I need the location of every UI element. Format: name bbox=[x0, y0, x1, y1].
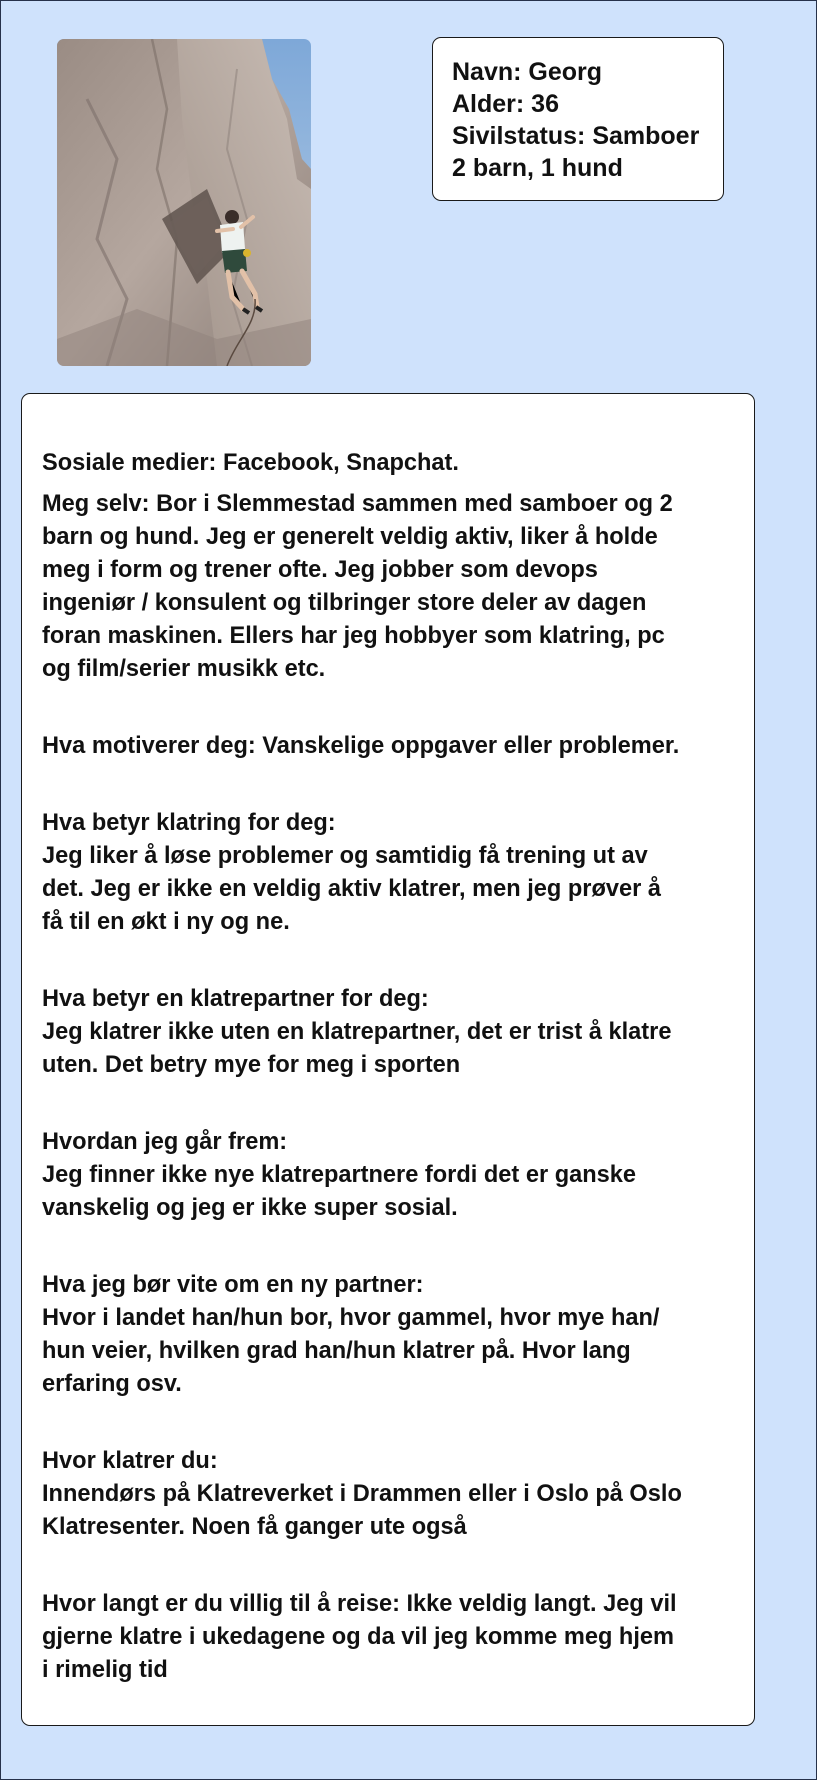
age-line: Alder: 36 bbox=[452, 90, 559, 118]
climbing-meaning-text: Hva betyr klatring for deg: Jeg liker å løse problemer og samtidig få trening ut av det. Jeg er ikke en veldig aktiv klatrer, men jeg prøver å få til en økt i ny og ne. bbox=[42, 810, 661, 935]
climber-image bbox=[57, 39, 311, 366]
profile-info-card bbox=[432, 37, 724, 201]
travel-text: Hvor langt er du villig til å reise: Ikke veldig langt. Jeg vil gjerne klatre i ukedagene og da vil jeg komme meg hjem i rimelig tid bbox=[42, 1591, 677, 1683]
family-line: 2 barn, 1 hund bbox=[452, 154, 623, 182]
partner-meaning-text: Hva betyr en klatrepartner for deg: Jeg klatrer ikke uten en klatrepartner, det er trist å klatre uten. Det betry mye for meg i sporten bbox=[42, 986, 672, 1078]
profile-photo bbox=[57, 39, 311, 366]
about-me-text: Meg selv: Bor i Slemmestad sammen med samboer og 2 barn og hund. Jeg er generelt veldig aktiv, liker å holde meg i form og trener ofte. Jeg jobber som devops ingeniør / konsulent og tilbringer store deler av dagen foran maskinen. Ellers har jeg hobbyer som klatring, pc og film/serier musikk etc. bbox=[42, 491, 673, 682]
where-climb-text: Hvor klatrer du: Innendørs på Klatreverket i Drammen eller i Oslo på Oslo Klatresenter. Noen få ganger ute også bbox=[42, 1448, 682, 1540]
name-line: Navn: Georg bbox=[452, 58, 603, 86]
profile-details-card bbox=[21, 393, 755, 1726]
motivation-text: Hva motiverer deg: Vanskelige oppgaver eller problemer. bbox=[42, 733, 680, 759]
partner-info-text: Hva jeg bør vite om en ny partner: Hvor i landet han/hun bor, hvor gammel, hvor mye han/ hun veier, hvilken grad han/hun klatrer på. Hvor lang erfaring osv. bbox=[42, 1272, 660, 1397]
marital-status-line: Sivilstatus: Samboer bbox=[452, 122, 700, 150]
approach-text: Hvordan jeg går frem: Jeg finner ikke nye klatrepartnere fordi det er ganske vanskelig og jeg er ikke super sosial. bbox=[42, 1129, 637, 1221]
social-media-text: Sosiale medier: Facebook, Snapchat. bbox=[42, 450, 459, 476]
